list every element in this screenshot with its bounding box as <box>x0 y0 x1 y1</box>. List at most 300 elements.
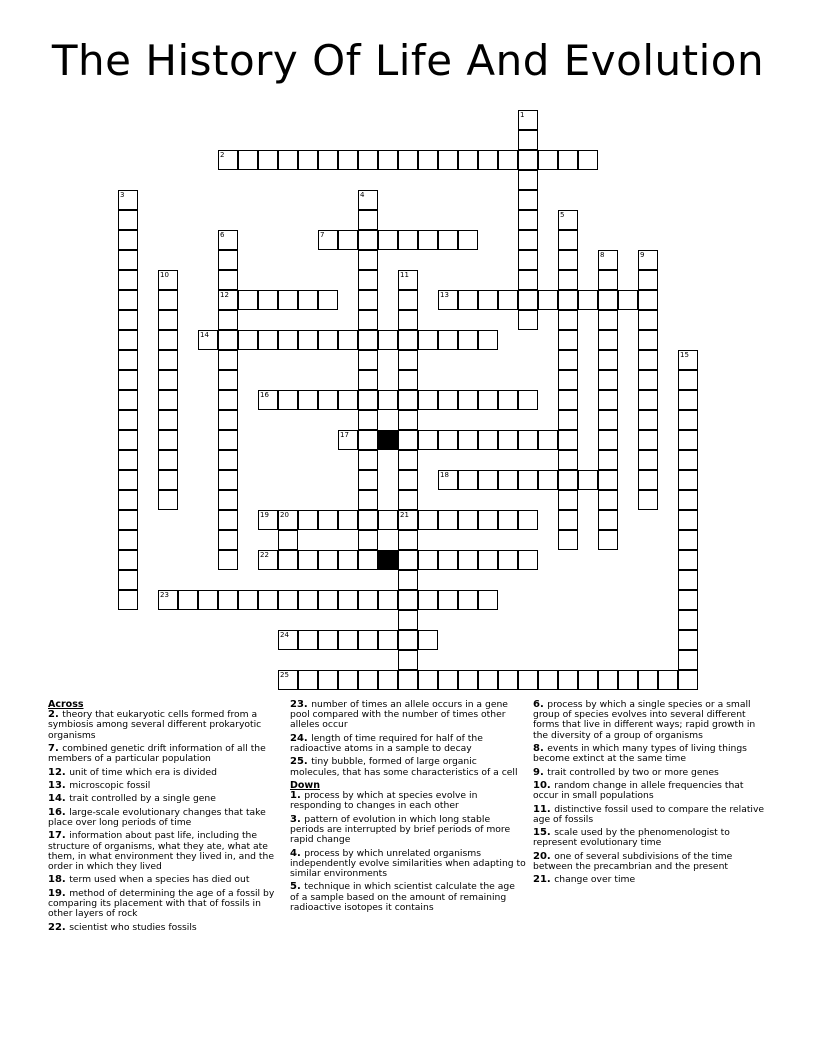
grid-cell[interactable] <box>158 270 178 290</box>
grid-cell[interactable] <box>678 590 698 610</box>
grid-cell[interactable] <box>358 530 378 550</box>
grid-cell[interactable] <box>378 330 398 350</box>
grid-cell[interactable] <box>678 390 698 410</box>
grid-cell[interactable] <box>478 390 498 410</box>
grid-cell[interactable] <box>518 470 538 490</box>
grid-cell[interactable] <box>558 310 578 330</box>
grid-cell[interactable] <box>338 550 358 570</box>
grid-cell[interactable] <box>678 410 698 430</box>
grid-cell[interactable] <box>638 450 658 470</box>
grid-cell[interactable] <box>478 510 498 530</box>
grid-cell[interactable] <box>558 490 578 510</box>
grid-cell[interactable] <box>358 590 378 610</box>
grid-cell[interactable] <box>398 630 418 650</box>
grid-cell[interactable] <box>558 150 578 170</box>
grid-cell[interactable] <box>538 290 558 310</box>
grid-cell[interactable] <box>398 530 418 550</box>
grid-cell[interactable] <box>518 390 538 410</box>
grid-cell[interactable] <box>538 150 558 170</box>
grid-cell[interactable] <box>338 510 358 530</box>
grid-cell[interactable] <box>278 530 298 550</box>
grid-cell[interactable] <box>158 330 178 350</box>
grid-cell[interactable] <box>338 590 358 610</box>
grid-cell[interactable] <box>218 510 238 530</box>
grid-cell[interactable] <box>598 350 618 370</box>
grid-cell[interactable] <box>638 430 658 450</box>
grid-cell[interactable] <box>218 250 238 270</box>
grid-cell[interactable] <box>678 470 698 490</box>
grid-cell[interactable] <box>398 430 418 450</box>
grid-cell[interactable] <box>558 230 578 250</box>
grid-cell[interactable] <box>158 450 178 470</box>
grid-cell[interactable] <box>158 310 178 330</box>
grid-cell[interactable] <box>678 630 698 650</box>
grid-cell[interactable] <box>158 350 178 370</box>
grid-cell[interactable] <box>558 450 578 470</box>
grid-cell[interactable] <box>318 510 338 530</box>
grid-cell[interactable] <box>678 490 698 510</box>
grid-cell[interactable] <box>498 470 518 490</box>
grid-cell[interactable] <box>538 470 558 490</box>
grid-cell[interactable] <box>378 630 398 650</box>
grid-cell[interactable] <box>478 150 498 170</box>
grid-cell[interactable] <box>378 510 398 530</box>
grid-cell[interactable] <box>158 290 178 310</box>
grid-cell[interactable] <box>118 290 138 310</box>
grid-cell[interactable] <box>558 470 578 490</box>
grid-cell[interactable] <box>438 290 458 310</box>
grid-cell[interactable] <box>258 550 278 570</box>
grid-cell[interactable] <box>358 290 378 310</box>
grid-cell[interactable] <box>278 510 298 530</box>
grid-cell[interactable] <box>638 290 658 310</box>
grid-cell[interactable] <box>658 670 678 690</box>
grid-cell[interactable] <box>218 230 238 250</box>
grid-cell[interactable] <box>418 550 438 570</box>
grid-cell[interactable] <box>518 210 538 230</box>
grid-cell[interactable] <box>498 550 518 570</box>
grid-cell[interactable] <box>458 290 478 310</box>
grid-cell[interactable] <box>298 330 318 350</box>
grid-cell[interactable] <box>678 510 698 530</box>
grid-cell[interactable] <box>498 390 518 410</box>
grid-cell[interactable] <box>438 230 458 250</box>
grid-cell[interactable] <box>418 150 438 170</box>
grid-cell[interactable] <box>218 150 238 170</box>
grid-cell[interactable] <box>638 310 658 330</box>
grid-cell[interactable] <box>358 210 378 230</box>
grid-cell[interactable] <box>438 150 458 170</box>
grid-cell[interactable] <box>158 470 178 490</box>
grid-cell[interactable] <box>298 510 318 530</box>
grid-cell[interactable] <box>558 670 578 690</box>
grid-cell[interactable] <box>638 350 658 370</box>
grid-cell[interactable] <box>398 270 418 290</box>
grid-cell[interactable] <box>558 370 578 390</box>
grid-cell[interactable] <box>318 150 338 170</box>
grid-cell[interactable] <box>678 550 698 570</box>
grid-cell[interactable] <box>258 510 278 530</box>
grid-cell[interactable] <box>358 550 378 570</box>
grid-cell[interactable] <box>638 370 658 390</box>
grid-cell[interactable] <box>378 590 398 610</box>
grid-cell[interactable] <box>158 390 178 410</box>
grid-cell[interactable] <box>438 330 458 350</box>
grid-cell[interactable] <box>158 410 178 430</box>
grid-cell[interactable] <box>358 430 378 450</box>
grid-cell[interactable] <box>498 510 518 530</box>
grid-cell[interactable] <box>638 330 658 350</box>
grid-cell[interactable] <box>458 430 478 450</box>
grid-cell[interactable] <box>218 350 238 370</box>
grid-cell[interactable] <box>638 250 658 270</box>
grid-cell[interactable] <box>578 670 598 690</box>
grid-cell[interactable] <box>358 410 378 430</box>
grid-cell[interactable] <box>618 670 638 690</box>
grid-cell[interactable] <box>118 370 138 390</box>
grid-cell[interactable] <box>558 390 578 410</box>
grid-cell[interactable] <box>318 630 338 650</box>
grid-cell[interactable] <box>318 290 338 310</box>
grid-cell[interactable] <box>218 590 238 610</box>
grid-cell[interactable] <box>358 150 378 170</box>
grid-cell[interactable] <box>278 630 298 650</box>
grid-cell[interactable] <box>438 390 458 410</box>
grid-cell[interactable] <box>518 190 538 210</box>
grid-cell[interactable] <box>398 290 418 310</box>
grid-cell[interactable] <box>398 310 418 330</box>
grid-cell[interactable] <box>298 290 318 310</box>
grid-cell[interactable] <box>498 290 518 310</box>
grid-cell[interactable] <box>598 310 618 330</box>
grid-cell[interactable] <box>678 670 698 690</box>
grid-cell[interactable] <box>118 410 138 430</box>
grid-cell[interactable] <box>218 410 238 430</box>
grid-cell[interactable] <box>318 330 338 350</box>
grid-cell[interactable] <box>418 390 438 410</box>
grid-cell[interactable] <box>678 530 698 550</box>
grid-cell[interactable] <box>118 330 138 350</box>
grid-cell[interactable] <box>278 670 298 690</box>
grid-cell[interactable] <box>598 670 618 690</box>
grid-cell[interactable] <box>398 230 418 250</box>
grid-cell[interactable] <box>358 630 378 650</box>
grid-cell[interactable] <box>298 630 318 650</box>
grid-cell[interactable] <box>578 470 598 490</box>
grid-cell[interactable] <box>118 510 138 530</box>
grid-cell[interactable] <box>458 550 478 570</box>
grid-cell[interactable] <box>258 150 278 170</box>
grid-cell[interactable] <box>538 670 558 690</box>
grid-cell[interactable] <box>458 150 478 170</box>
grid-cell[interactable] <box>438 430 458 450</box>
grid-cell[interactable] <box>218 490 238 510</box>
grid-cell[interactable] <box>438 470 458 490</box>
grid-cell[interactable] <box>518 130 538 150</box>
grid-cell[interactable] <box>598 250 618 270</box>
grid-cell[interactable] <box>338 150 358 170</box>
grid-cell[interactable] <box>358 230 378 250</box>
grid-cell[interactable] <box>398 650 418 670</box>
grid-cell[interactable] <box>118 390 138 410</box>
grid-cell[interactable] <box>118 230 138 250</box>
grid-cell[interactable] <box>598 510 618 530</box>
grid-cell[interactable] <box>518 110 538 130</box>
grid-cell[interactable] <box>218 390 238 410</box>
grid-cell[interactable] <box>158 590 178 610</box>
grid-cell[interactable] <box>458 670 478 690</box>
grid-cell[interactable] <box>678 370 698 390</box>
grid-cell[interactable] <box>338 330 358 350</box>
grid-cell[interactable] <box>418 330 438 350</box>
grid-cell[interactable] <box>338 390 358 410</box>
grid-cell[interactable] <box>678 430 698 450</box>
grid-cell[interactable] <box>318 550 338 570</box>
grid-cell[interactable] <box>478 590 498 610</box>
grid-cell[interactable] <box>558 510 578 530</box>
grid-cell[interactable] <box>118 350 138 370</box>
grid-cell[interactable] <box>558 410 578 430</box>
grid-cell[interactable] <box>678 610 698 630</box>
grid-cell[interactable] <box>318 590 338 610</box>
grid-cell[interactable] <box>458 230 478 250</box>
grid-cell[interactable] <box>598 490 618 510</box>
grid-cell[interactable] <box>378 150 398 170</box>
grid-cell[interactable] <box>678 350 698 370</box>
grid-cell[interactable] <box>518 270 538 290</box>
grid-cell[interactable] <box>118 310 138 330</box>
grid-cell[interactable] <box>578 290 598 310</box>
grid-cell[interactable] <box>618 290 638 310</box>
grid-cell[interactable] <box>478 470 498 490</box>
grid-cell[interactable] <box>358 190 378 210</box>
grid-cell[interactable] <box>398 450 418 470</box>
grid-cell[interactable] <box>398 550 418 570</box>
grid-cell[interactable] <box>598 390 618 410</box>
grid-cell[interactable] <box>398 410 418 430</box>
grid-cell[interactable] <box>298 590 318 610</box>
grid-cell[interactable] <box>218 450 238 470</box>
grid-cell[interactable] <box>398 590 418 610</box>
grid-cell[interactable] <box>258 590 278 610</box>
grid-cell[interactable] <box>298 150 318 170</box>
grid-cell[interactable] <box>558 250 578 270</box>
grid-cell[interactable] <box>278 150 298 170</box>
grid-cell[interactable] <box>518 170 538 190</box>
grid-cell[interactable] <box>638 670 658 690</box>
grid-cell[interactable] <box>218 330 238 350</box>
grid-cell[interactable] <box>118 190 138 210</box>
grid-cell[interactable] <box>518 250 538 270</box>
grid-cell[interactable] <box>638 390 658 410</box>
grid-cell[interactable] <box>118 570 138 590</box>
grid-cell[interactable] <box>518 670 538 690</box>
grid-cell[interactable] <box>218 470 238 490</box>
grid-cell[interactable] <box>518 550 538 570</box>
grid-cell[interactable] <box>398 470 418 490</box>
grid-cell[interactable] <box>278 290 298 310</box>
grid-cell[interactable] <box>398 330 418 350</box>
grid-cell[interactable] <box>418 430 438 450</box>
grid-cell[interactable] <box>358 510 378 530</box>
grid-cell[interactable] <box>598 290 618 310</box>
grid-cell[interactable] <box>578 150 598 170</box>
grid-cell[interactable] <box>118 590 138 610</box>
grid-cell[interactable] <box>218 530 238 550</box>
grid-cell[interactable] <box>358 370 378 390</box>
grid-cell[interactable] <box>218 550 238 570</box>
grid-cell[interactable] <box>518 310 538 330</box>
grid-cell[interactable] <box>498 670 518 690</box>
grid-cell[interactable] <box>258 290 278 310</box>
grid-cell[interactable] <box>158 370 178 390</box>
grid-cell[interactable] <box>118 450 138 470</box>
grid-cell[interactable] <box>358 350 378 370</box>
grid-cell[interactable] <box>518 230 538 250</box>
grid-cell[interactable] <box>678 650 698 670</box>
grid-cell[interactable] <box>438 510 458 530</box>
grid-cell[interactable] <box>298 550 318 570</box>
grid-cell[interactable] <box>118 530 138 550</box>
grid-cell[interactable] <box>278 330 298 350</box>
grid-cell[interactable] <box>118 250 138 270</box>
grid-cell[interactable] <box>598 430 618 450</box>
grid-cell[interactable] <box>378 670 398 690</box>
grid-cell[interactable] <box>278 390 298 410</box>
grid-cell[interactable] <box>478 430 498 450</box>
grid-cell[interactable] <box>318 230 338 250</box>
grid-cell[interactable] <box>378 390 398 410</box>
grid-cell[interactable] <box>358 470 378 490</box>
grid-cell[interactable] <box>598 470 618 490</box>
grid-cell[interactable] <box>458 330 478 350</box>
grid-cell[interactable] <box>158 490 178 510</box>
grid-cell[interactable] <box>558 270 578 290</box>
grid-cell[interactable] <box>378 230 398 250</box>
grid-cell[interactable] <box>458 590 478 610</box>
grid-cell[interactable] <box>558 210 578 230</box>
grid-cell[interactable] <box>238 330 258 350</box>
grid-cell[interactable] <box>218 270 238 290</box>
grid-cell[interactable] <box>398 610 418 630</box>
grid-cell[interactable] <box>398 570 418 590</box>
grid-cell[interactable] <box>338 630 358 650</box>
grid-cell[interactable] <box>218 370 238 390</box>
grid-cell[interactable] <box>438 590 458 610</box>
grid-cell[interactable] <box>558 350 578 370</box>
grid-cell[interactable] <box>418 590 438 610</box>
grid-cell[interactable] <box>258 390 278 410</box>
grid-cell[interactable] <box>418 670 438 690</box>
grid-cell[interactable] <box>118 470 138 490</box>
grid-cell[interactable] <box>478 330 498 350</box>
grid-cell[interactable] <box>258 330 278 350</box>
grid-cell[interactable] <box>498 150 518 170</box>
grid-cell[interactable] <box>438 670 458 690</box>
grid-cell[interactable] <box>598 530 618 550</box>
grid-cell[interactable] <box>118 210 138 230</box>
grid-cell[interactable] <box>338 670 358 690</box>
grid-cell[interactable] <box>398 670 418 690</box>
grid-cell[interactable] <box>238 590 258 610</box>
grid-cell[interactable] <box>298 390 318 410</box>
grid-cell[interactable] <box>498 430 518 450</box>
grid-cell[interactable] <box>358 250 378 270</box>
grid-cell[interactable] <box>358 490 378 510</box>
grid-cell[interactable] <box>318 670 338 690</box>
grid-cell[interactable] <box>178 590 198 610</box>
grid-cell[interactable] <box>218 310 238 330</box>
grid-cell[interactable] <box>678 570 698 590</box>
grid-cell[interactable] <box>198 590 218 610</box>
grid-cell[interactable] <box>518 430 538 450</box>
grid-cell[interactable] <box>638 490 658 510</box>
grid-cell[interactable] <box>338 430 358 450</box>
grid-cell[interactable] <box>278 590 298 610</box>
grid-cell[interactable] <box>358 390 378 410</box>
grid-cell[interactable] <box>598 370 618 390</box>
grid-cell[interactable] <box>118 490 138 510</box>
grid-cell[interactable] <box>358 670 378 690</box>
grid-cell[interactable] <box>198 330 218 350</box>
grid-cell[interactable] <box>558 530 578 550</box>
grid-cell[interactable] <box>418 510 438 530</box>
grid-cell[interactable] <box>418 630 438 650</box>
grid-cell[interactable] <box>398 390 418 410</box>
grid-cell[interactable] <box>358 330 378 350</box>
grid-cell[interactable] <box>418 230 438 250</box>
grid-cell[interactable] <box>338 230 358 250</box>
grid-cell[interactable] <box>538 430 558 450</box>
grid-cell[interactable] <box>118 270 138 290</box>
grid-cell[interactable] <box>278 550 298 570</box>
grid-cell[interactable] <box>298 670 318 690</box>
grid-cell[interactable] <box>598 450 618 470</box>
grid-cell[interactable] <box>558 290 578 310</box>
grid-cell[interactable] <box>438 550 458 570</box>
grid-cell[interactable] <box>518 510 538 530</box>
grid-cell[interactable] <box>678 450 698 470</box>
grid-cell[interactable] <box>638 270 658 290</box>
grid-cell[interactable] <box>638 470 658 490</box>
grid-cell[interactable] <box>238 150 258 170</box>
grid-cell[interactable] <box>458 390 478 410</box>
grid-cell[interactable] <box>318 390 338 410</box>
grid-cell[interactable] <box>518 290 538 310</box>
grid-cell[interactable] <box>518 150 538 170</box>
grid-cell[interactable] <box>398 370 418 390</box>
grid-cell[interactable] <box>598 410 618 430</box>
grid-cell[interactable] <box>358 450 378 470</box>
grid-cell[interactable] <box>398 150 418 170</box>
grid-cell[interactable] <box>118 550 138 570</box>
grid-cell[interactable] <box>358 310 378 330</box>
grid-cell[interactable] <box>478 550 498 570</box>
grid-cell[interactable] <box>558 430 578 450</box>
grid-cell[interactable] <box>218 290 238 310</box>
grid-cell[interactable] <box>398 350 418 370</box>
grid-cell[interactable] <box>478 670 498 690</box>
grid-cell[interactable] <box>398 490 418 510</box>
grid-cell[interactable] <box>398 510 418 530</box>
grid-cell[interactable] <box>458 470 478 490</box>
grid-cell[interactable] <box>638 410 658 430</box>
grid-cell[interactable] <box>238 290 258 310</box>
grid-cell[interactable] <box>158 430 178 450</box>
grid-cell[interactable] <box>458 510 478 530</box>
grid-cell[interactable] <box>118 430 138 450</box>
grid-cell[interactable] <box>598 330 618 350</box>
